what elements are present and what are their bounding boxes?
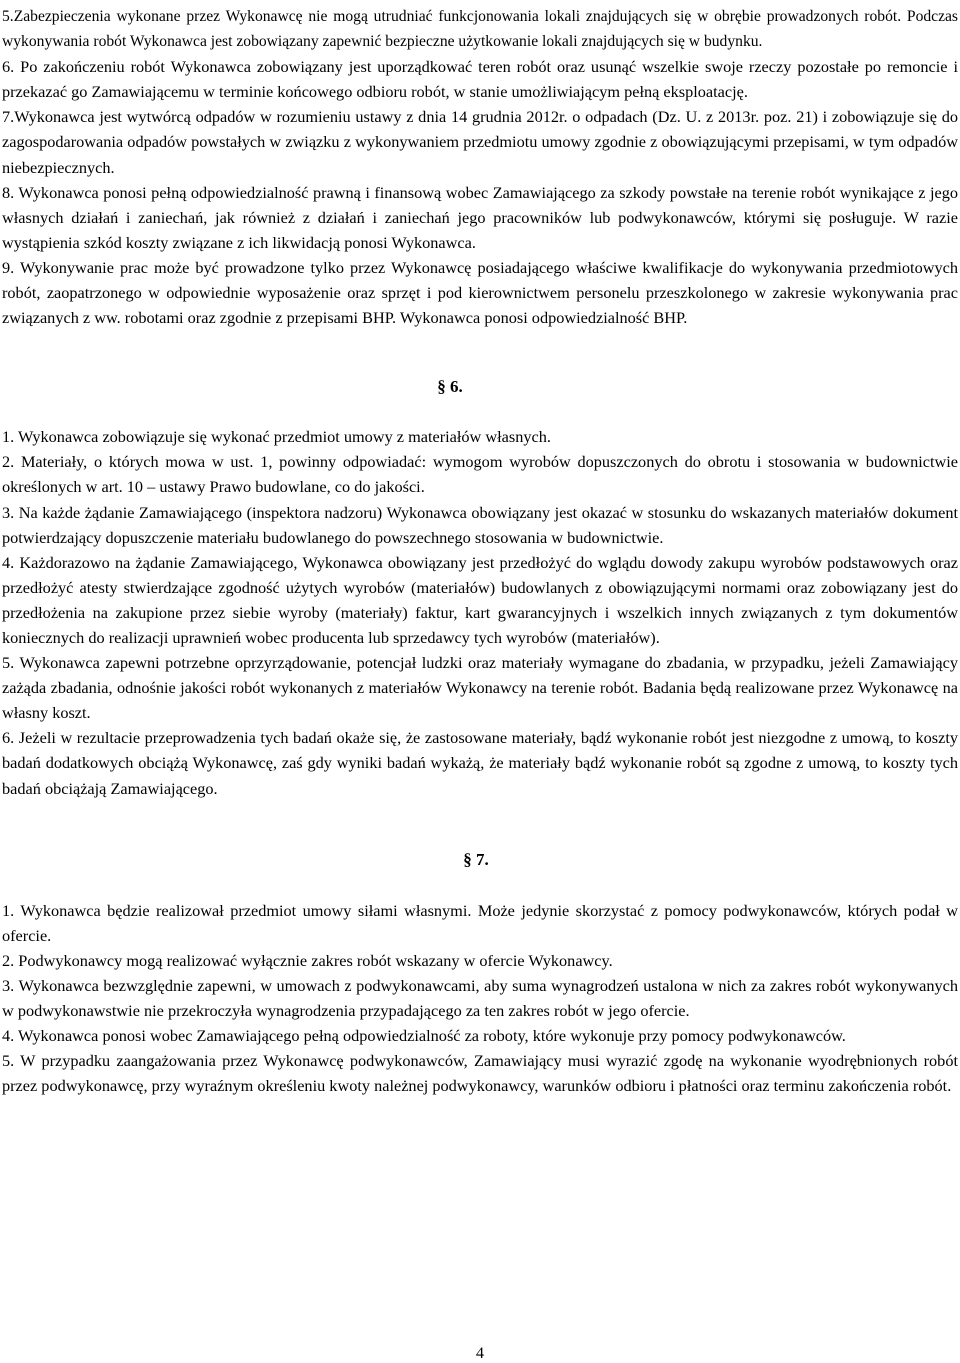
section-6-item-6: 6. Jeżeli w rezultacie przeprowadzenia tych badań okaże się, że zastosowane materiały, bądź wykonanie robót jest niezgodne z umową, to koszty badań dodatkowych obciążą Wykonawcę, zaś gdy wyniki badań wykażą, że materiały bądź wykonanie robót są zgodne z umową, to koszty tych badań obciążają Zamawiającego.	[2, 728, 958, 798]
page-content	[2, 4, 958, 1098]
section-7-item-1: 1. Wykonawca będzie realizował przedmiot umowy siłami własnymi. Może jedynie skorzystać z pomocy podwykonawców, których podał w ofercie.	[2, 900, 958, 945]
section-6-heading-wrap	[2, 330, 958, 424]
section-7-item-2: 2. Podwykonawcy mogą realizować wyłącznie zakres robót wskazany w ofercie Wykonawcy.	[2, 950, 613, 970]
section-6-item-2: 2. Materiały, o których mowa w ust. 1, powinny odpowiadać: wymogom wyrobów dopuszczonych do obrotu i stosowania w budownictwie określonych w art. 10 – ustawy Prawo budowlane, co do jakości.	[2, 452, 958, 497]
section-6-heading: § 6.	[437, 377, 463, 397]
section-6-item-5: 5. Wykonawca zapewni potrzebne oprzyrządowanie, potencjał ludzki oraz materiały wymagane do zbadania, w przypadku, jeżeli Zamawiający zażąda zbadania, odnośnie jakości robót wykonanych z materiałów Wykonawcy na terenie robót. Badania będą realizowane przez Wykonawcę na własny koszt.	[2, 653, 958, 723]
section-7-heading: § 7.	[463, 849, 489, 869]
page-number: 4	[475, 1343, 485, 1362]
section-7-heading-wrap	[2, 801, 958, 898]
section-6-item-3: 3. Na każde żądanie Zamawiającego (inspektora nadzoru) Wykonawca obowiązany jest okazać w stosunku do wskazanych materiałów dokument potwierdzający dopuszczenie materiału budowlanego do powszechnego stosowania w budownictwie.	[2, 502, 958, 547]
paragraph-7-waste: 7.Wykonawca jest wytwórcą odpadów w rozumieniu ustawy z dnia 14 grudnia 2012r. o odpadach (Dz. U. z 2013r. poz. 21) i zobowiązuje się do zagospodarowania odpadów powstałych w związku z wykonywaniem przedmiotu umowy zgodnie z obowiązującymi przepisami, w tym odpadów niebezpiecznych.	[2, 107, 958, 177]
section-6-item-1: 1. Wykonawca zobowiązuje się wykonać przedmiot umowy z materiałów własnych.	[2, 427, 551, 447]
paragraph-8-liability: 8. Wykonawca ponosi pełną odpowiedzialność prawną i finansową wobec Zamawiającego za szkody powstałe na terenie robót wynikające z jego własnych działań i zaniechań, jak również z działań i zaniechań jego pracowników lub podwykonawców, którymi się posługuje. W razie wystąpienia szkód koszty związane z ich likwidacją ponosi Wykonawca.	[2, 182, 958, 252]
paragraph-6-site-cleanup: 6. Po zakończeniu robót Wykonawca zobowiązany jest uporządkować teren robót oraz usunąć wszelkie swoje rzeczy pozostałe po remoncie i przekazać go Zamawiającemu w terminie końcowego odbioru robót, w stanie umożliwiającym pełną eksploatację.	[2, 57, 958, 102]
section-7-item-5: 5. W przypadku zaangażowania przez Wykonawcę podwykonawców, Zamawiający musi wyrazić zgodę na wykonanie wyodrębnionych robót przez podwykonawcę, przy wyraźnym określeniu kwoty należnej podwykonawcy, warunków odbioru i płatności oraz terminu zakończenia robót.	[2, 1051, 958, 1096]
section-7-item-4: 4. Wykonawca ponosi wobec Zamawiającego pełną odpowiedzialność za roboty, które wykonuje przy pomocy podwykonawców.	[2, 1026, 846, 1046]
paragraph-5-safeguards: 5.Zabezpieczenia wykonane przez Wykonawcę nie mogą utrudniać funkcjonowania lokali znajdujących się w obrębie prowadzonych robót. Podczas wykonywania robót Wykonawca jest zobowiązany zapewnić bezpieczne użytkowanie lokali znajdujących się w budynku.	[2, 8, 958, 51]
section-6-item-4: 4. Każdorazowo na żądanie Zamawiającego, Wykonawca obowiązany jest przedłożyć do wglądu dowody zakupu wyrobów podstawowych oraz przedłożyć atesty stwierdzające zgodność użytych wyrobów (materiałów) budowlanych z obowiązującymi normami oraz zobowiązany jest do przedłożenia na zakupione przez siebie wyroby (materiały) faktur, kart gwarancyjnych i wszelkich innych związanych z tym dokumentów koniecznych do realizacji uprawnień wobec producenta lub sprzedawcy tych wyrobów (materiałów).	[2, 552, 958, 647]
paragraph-9-qualifications: 9. Wykonywanie prac może być prowadzone tylko przez Wykonawcę posiadającego właściwe kwalifikacje do wykonywania przedmiotowych robót, zaopatrzonego w odpowiednie wyposażenie oraz sprzęt i pod kierownictwem personelu przeszkolonego w zakresie wykonywania prac związanych z ww. robotami oraz zgodnie z przepisami BHP. Wykonawca ponosi odpowiedzialność BHP.	[2, 257, 958, 328]
section-7-item-3: 3. Wykonawca bezwzględnie zapewni, w umowach z podwykonawcami, aby suma wynagrodzeń ustalona w nich za zakres robót wykonywanych w podwykonawstwie nie przekroczyła wynagrodzenia przypadającego za ten zakres robót w jego ofercie.	[2, 975, 958, 1020]
